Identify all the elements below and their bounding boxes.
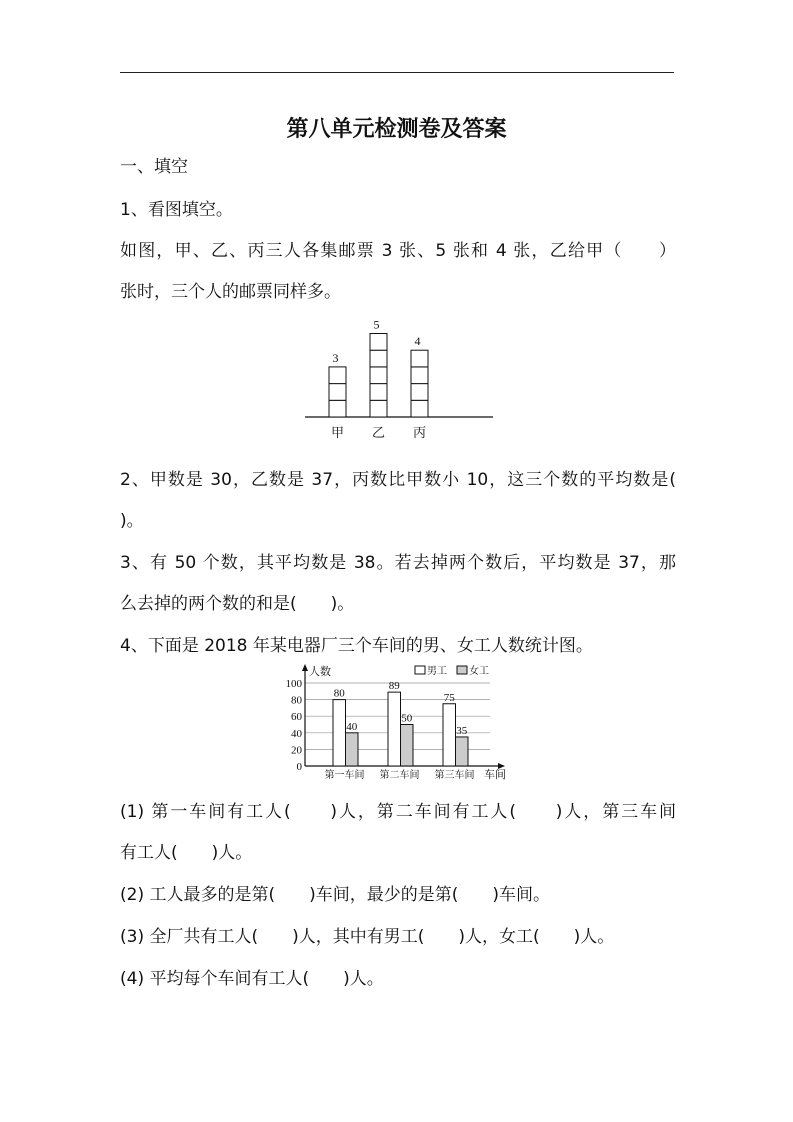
bar-female [456, 737, 469, 766]
stamp-box [411, 367, 428, 384]
category-label: 第二车间 [379, 770, 420, 781]
y-tick-label: 100 [285, 678, 302, 690]
x-axis-label: 车间 [484, 769, 506, 781]
y-axis-label: 人数 [309, 666, 331, 678]
category-label: 第三车间 [434, 770, 475, 781]
stamp-box [411, 350, 428, 367]
question-4-3: (3) 全厂共有工人( )人，其中有男工( )人，女工( )人。 [120, 927, 615, 947]
question-4-1-cont: 有工人( )人。 [120, 843, 253, 863]
section-heading: 一、填空 [120, 157, 188, 177]
category-label: 第一车间 [324, 770, 365, 781]
question-4-1: (1) 第一车间有工人( )人，第二车间有工人( )人，第三车间 [120, 802, 676, 822]
bar-female [346, 733, 359, 766]
y-tick-label: 20 [291, 744, 302, 757]
bar-male [443, 704, 456, 766]
legend-label: 女工 [469, 666, 489, 677]
stamp-box [370, 350, 387, 367]
stamp-box [370, 334, 387, 351]
workers-bar-chart [280, 660, 520, 785]
y-tick-label: 60 [291, 711, 302, 724]
stamp-box [411, 384, 428, 401]
category-label: 丙 [412, 425, 427, 440]
y-tick-label: 40 [291, 727, 302, 740]
question-4-2: (2) 工人最多的是第( )车间，最少的是第( )车间。 [120, 885, 551, 905]
question-1-text: 如图，甲、乙、丙三人各集邮票 3 张、5 张和 4 张，乙给甲（ ） [120, 241, 676, 261]
stamp-box [370, 384, 387, 401]
question-3-text: 3、有 50 个数，其平均数是 38。若去掉两个数后，平均数是 37，那 [120, 553, 676, 573]
data-label: 80 [333, 687, 345, 700]
header-rule [120, 72, 674, 73]
category-label: 乙 [371, 425, 386, 440]
data-label: 89 [388, 680, 400, 693]
question-2-text: 2、甲数是 30，乙数是 37，丙数比甲数小 10，这三个数的平均数是( [120, 470, 676, 490]
question-4-4: (4) 平均每个车间有工人( )人。 [120, 969, 384, 989]
data-label: 3 [332, 350, 339, 365]
y-tick-label: 0 [296, 761, 302, 773]
bar-male [333, 700, 346, 766]
data-label: 35 [456, 724, 468, 737]
y-axis-arrow [302, 664, 308, 671]
stamp-box [329, 384, 346, 401]
question-3-text-cont: 么去掉的两个数的和是( )。 [120, 594, 355, 614]
question-2-text-cont: )。 [120, 511, 144, 531]
question-4-heading: 4、下面是 2018 年某电器厂三个车间的男、女工人数统计图。 [120, 636, 593, 656]
stamp-chart [300, 310, 500, 445]
stamp-box [329, 400, 346, 417]
legend-swatch [457, 666, 467, 674]
y-tick-label: 80 [291, 694, 302, 707]
bar-female [401, 725, 414, 767]
data-label: 5 [373, 317, 380, 332]
data-label: 40 [346, 720, 358, 733]
stamp-box [329, 367, 346, 384]
legend-label: 男工 [427, 666, 447, 677]
data-label: 4 [414, 334, 421, 349]
category-label: 甲 [330, 425, 345, 440]
data-label: 75 [443, 691, 455, 704]
stamp-box [370, 367, 387, 384]
bar-male [388, 692, 401, 766]
data-label: 50 [401, 712, 413, 725]
question-1-heading: 1、看图填空。 [120, 200, 233, 220]
stamp-box [411, 400, 428, 417]
legend-swatch [415, 666, 425, 674]
question-1-text-cont: 张时，三个人的邮票同样多。 [120, 282, 341, 302]
page-title: 第八单元检测卷及答案 [286, 117, 507, 142]
stamp-box [370, 400, 387, 417]
